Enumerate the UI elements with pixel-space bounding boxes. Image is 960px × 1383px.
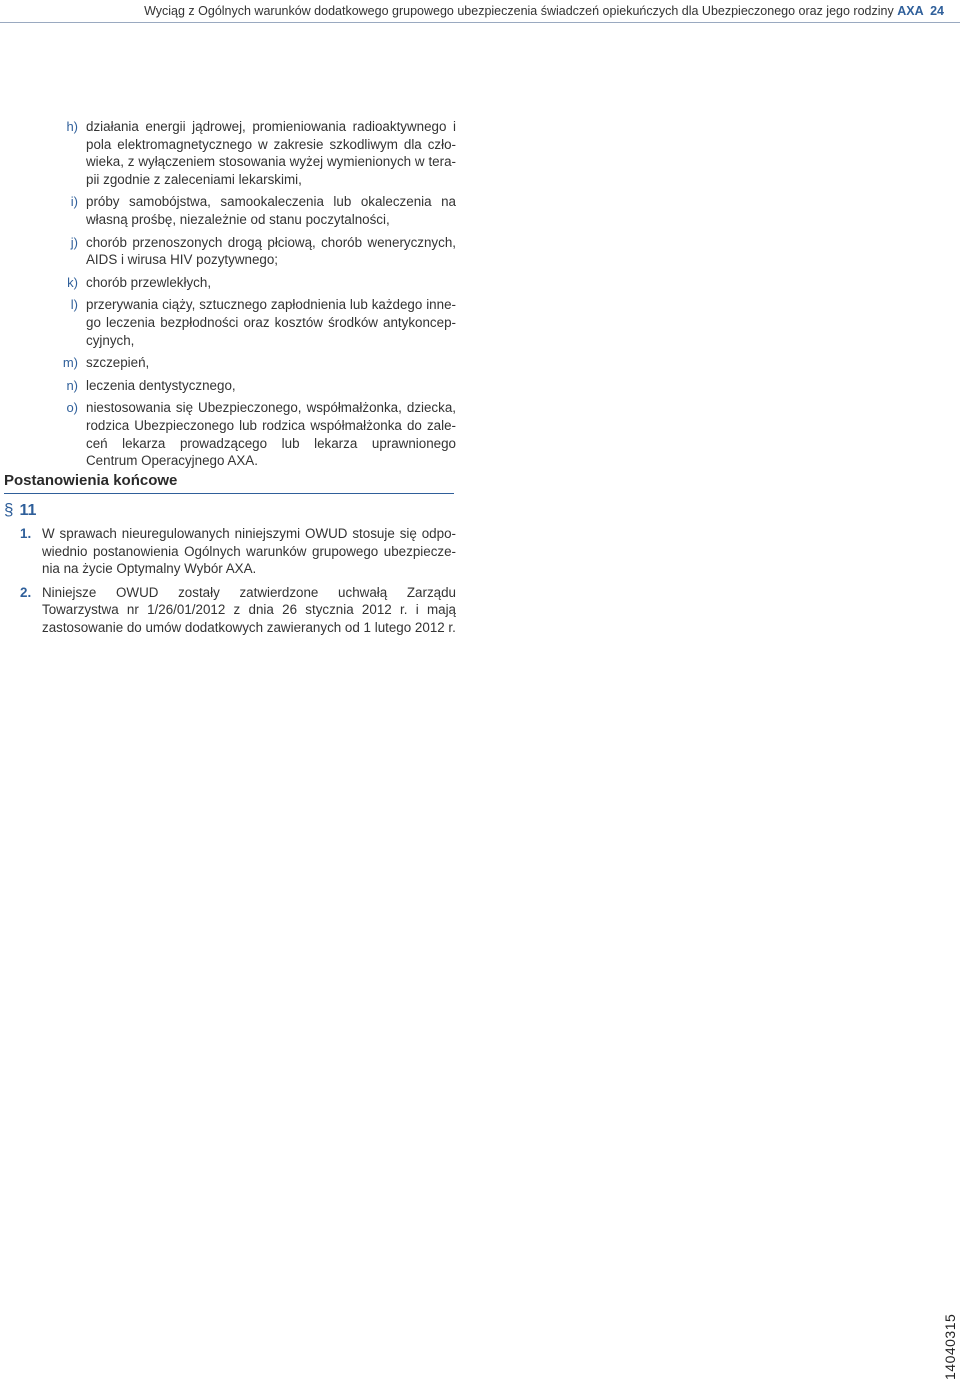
item-text: działania energii jądrowej, promieniowania radioaktywnego i pola elektromagnetycznego w zakresie szkodliwym dla człowieka, z wyłączeniem stosowania wyżej wymienionych w terapii zgodnie z zaleceniami lekarskimi, xyxy=(86,119,456,187)
item-text: próby samobójstwa, samookaleczenia lub okaleczenia na własną prośbę, niezależnie od stanu poczytalności, xyxy=(86,194,456,227)
list-item xyxy=(20,525,456,578)
list-item xyxy=(56,234,456,269)
list-item xyxy=(56,377,456,395)
item-letter: h) xyxy=(66,119,78,134)
item-text: przerywania ciąży, sztucznego zapłodnienia lub każdego innego leczenia bezpłodności oraz kosztów środków antykoncepcyjnych, xyxy=(86,297,456,348)
item-text: leczenia dentystycznego, xyxy=(86,377,236,393)
item-letter: j) xyxy=(70,234,78,250)
header-text xyxy=(144,3,944,19)
header-brand: AXA xyxy=(897,4,924,18)
item-letter: m) xyxy=(62,355,78,371)
section-heading: Postanowienia końcowe xyxy=(4,472,454,494)
list-item xyxy=(56,399,456,469)
list-item xyxy=(56,354,456,372)
item-text: szczepień, xyxy=(86,355,150,371)
item-letter: l) xyxy=(70,297,78,313)
list-item xyxy=(56,296,456,349)
final-provisions-list xyxy=(20,525,456,643)
item-number: 2. xyxy=(20,584,32,600)
paragraph-marker xyxy=(4,500,36,521)
item-letter: k) xyxy=(67,274,78,290)
item-number: 1. xyxy=(20,526,32,541)
header-divider xyxy=(0,22,960,23)
item-text: Niniejsze OWUD zostały zatwierdzone uchwałą Zarządu Towarzystwa nr 1/26/01/2012 z dnia 26 stycznia 2012 r. i mają zastosowanie do umów dodatkowych zawieranych od 1 lutego 2012 r. xyxy=(42,584,456,635)
item-letter: i) xyxy=(70,194,78,210)
item-text: W sprawach nieuregulowanych niniejszymi OWUD stosuje się odpowiednio postanowienia Ogólnych warunków grupowego ubezpieczenia na życie Optymalny Wybór AXA. xyxy=(42,526,456,577)
document-code: 14040315 xyxy=(942,1313,958,1380)
item-text: chorób przewlekłych, xyxy=(86,274,212,290)
item-text: niestosowania się Ubezpieczonego, współmałżonka, dziecka, rodzica Ubezpieczonego lub rodzica współmałżonka do zaleceń lekarza prowadzącego lub lekarza uprawnionego Centrum Operacyjnego AXA. xyxy=(86,400,456,469)
item-letter: o) xyxy=(66,400,78,416)
page-header xyxy=(0,0,960,22)
paragraph-number: 11 xyxy=(19,502,37,519)
list-item xyxy=(56,274,456,292)
list-item xyxy=(20,584,456,637)
exclusions-list xyxy=(56,118,456,475)
list-item xyxy=(56,193,456,228)
page-number: 24 xyxy=(930,4,944,18)
list-item xyxy=(56,118,456,188)
header-title: Wyciąg z Ogólnych warunków dodatkowego grupowego ubezpieczenia świadczeń opiekuńczych dla Ubezpieczonego oraz jego rodziny xyxy=(144,4,894,18)
section-sign-icon: § xyxy=(4,500,14,519)
item-text: chorób przenoszonych drogą płciową, chorób wenerycznych, AIDS i wirusa HIV pozytywnego; xyxy=(86,234,456,268)
item-letter: n) xyxy=(66,377,78,393)
